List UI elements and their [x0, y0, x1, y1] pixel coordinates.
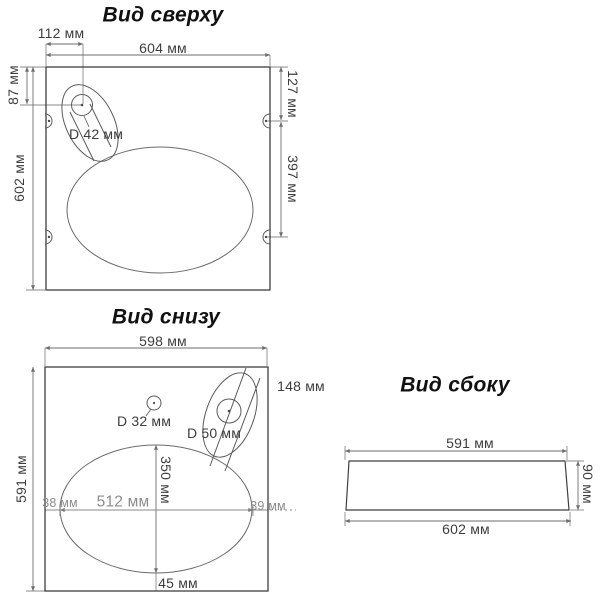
dim-bottom-350mm: 350 мм — [158, 456, 174, 504]
dim-bottom-overflow-d32: D 32 мм — [116, 413, 172, 429]
dim-side-591mm: 591 мм — [446, 435, 494, 451]
side-view-title: Вид сбоку — [400, 373, 510, 397]
dim-bottom-45mm: 45 мм — [158, 575, 198, 591]
dim-top-602mm: 602 мм — [11, 154, 27, 202]
top-view-drawing — [20, 44, 288, 290]
dim-bottom-512mm: 512 мм — [96, 493, 150, 511]
dim-bottom-faucet-hole-d50: D 50 мм — [186, 425, 242, 441]
dim-top-faucet-hole-d42: D 42 мм — [68, 126, 124, 142]
dim-bottom-39mm: 39 мм — [250, 498, 286, 513]
top-view-basin — [67, 147, 253, 273]
dim-side-90mm: 90 мм — [580, 464, 596, 504]
dim-top-127mm: 127 мм — [285, 70, 301, 118]
top-view-title: Вид сверху — [102, 3, 224, 27]
dim-bottom-38mm: 38 мм — [42, 495, 78, 510]
dim-top-87mm: 87 мм — [5, 65, 21, 105]
dim-bottom-591mm: 591 мм — [13, 455, 29, 503]
dim-top-604mm: 604 мм — [139, 40, 187, 56]
bottom-view-faucet-pad — [192, 365, 267, 471]
side-view-drawing — [345, 446, 584, 526]
dim-top-397mm: 397 мм — [285, 155, 301, 203]
dim-bottom-148mm: 148 мм — [277, 378, 325, 394]
dim-side-602mm: 602 мм — [442, 521, 490, 537]
dim-bottom-598mm: 598 мм — [139, 333, 187, 349]
bottom-view-title: Вид снизу — [111, 305, 221, 329]
side-view-body-outline — [346, 461, 569, 510]
dim-top-112mm: 112 мм — [37, 25, 85, 41]
top-view-faucet-pad — [50, 76, 129, 171]
